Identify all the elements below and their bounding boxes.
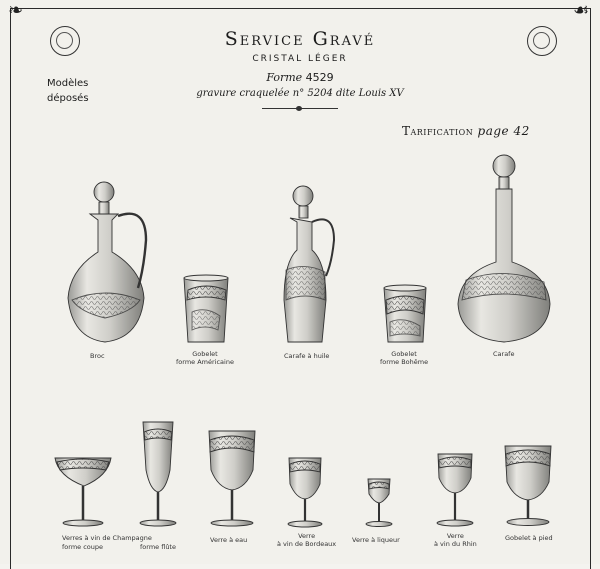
verre-eau-icon xyxy=(209,431,255,526)
forme-number: 4529 xyxy=(305,71,334,84)
caption-gobelet-americaine-2: forme Américaine xyxy=(176,358,234,366)
gravure-line: gravure craquelée n° 5204 dite Louis XV xyxy=(196,88,404,99)
ornament-corner-left-icon: ❧ xyxy=(8,0,24,21)
modeles-line-1: Modèles xyxy=(47,78,89,89)
caption-gobelet-a-pied: Gobelet à pied xyxy=(505,534,553,542)
caption-carafe-huile: Carafe à huile xyxy=(284,352,330,360)
broc-pitcher-icon xyxy=(68,182,146,342)
forme-label: Forme xyxy=(266,71,303,84)
verre-champagne-flute-icon xyxy=(140,422,176,526)
caption-verre-eau: Verre à eau xyxy=(210,536,248,544)
gobelet-americaine-icon xyxy=(184,275,228,342)
gobelet-boheme-icon xyxy=(384,285,426,342)
caption-verre-rhin-2: à vin du Rhin xyxy=(434,540,477,548)
tarif-page: page 42 xyxy=(477,124,530,138)
page-title: Service Gravé xyxy=(224,28,376,50)
caption-gobelet-americaine xyxy=(176,350,234,366)
caption-verre-bordeaux-2: à vin de Bordeaux xyxy=(277,540,337,548)
caption-broc: Broc xyxy=(90,352,105,360)
verre-rhin-icon xyxy=(437,454,473,526)
caption-verre-bordeaux xyxy=(277,532,336,548)
caption-champagne-coupe: forme coupe xyxy=(62,543,104,551)
tarif-label: Tarification xyxy=(402,124,474,138)
page-subtitle: CRISTAL LÉGER xyxy=(252,54,348,64)
caption-gobelet-boheme-1: Gobelet xyxy=(391,350,417,358)
modeles-line-2: déposés xyxy=(47,93,89,104)
caption-gobelet-boheme xyxy=(380,350,428,366)
verre-champagne-coupe-icon xyxy=(55,458,111,526)
gobelet-a-pied-icon xyxy=(505,446,551,526)
caption-champagne: Verres à vin de Champagne xyxy=(62,534,152,542)
verre-liqueur-icon xyxy=(366,479,392,527)
verre-bordeaux-icon xyxy=(288,458,322,527)
ornament-corner-right-icon: ☙ xyxy=(573,0,590,21)
caption-verre-rhin-1: Verre xyxy=(446,532,464,540)
caption-gobelet-boheme-2: forme Bohême xyxy=(380,358,429,366)
caption-gobelet-americaine-1: Gobelet xyxy=(192,350,218,358)
caption-verre-rhin xyxy=(434,532,477,548)
carafe-huile-icon xyxy=(284,186,334,342)
caption-champagne-flute: forme flûte xyxy=(140,543,176,551)
carafe-icon xyxy=(458,155,550,342)
caption-verre-bordeaux-1: Verre xyxy=(298,532,316,540)
caption-verre-liqueur: Verre à liqueur xyxy=(352,536,400,544)
caption-carafe: Carafe xyxy=(493,350,515,358)
